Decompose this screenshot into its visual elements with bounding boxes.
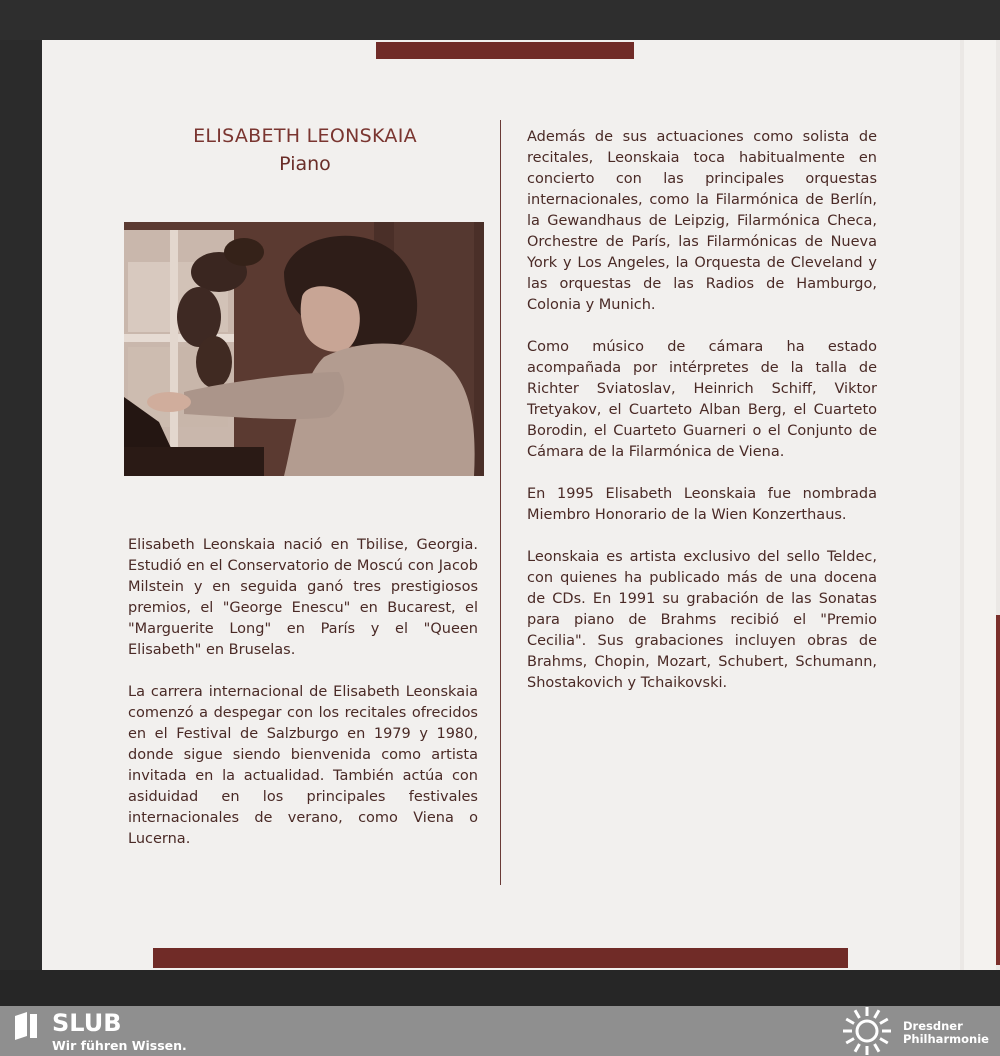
biography-paragraph: Además de sus actuaciones como solista de recitales, Leonskaia toca habitualmente en concierto con las principales orquestas internacionales, como la Filarmónica de Berlín, la Gewandhaus de Leipzig, Filarmónica Checa, Orchestre de París, las Filarmónicas de Nueva York y Los Angeles, la Orquesta de Cleveland y las orquestas de las Radios de Hamburgo, Colonia y Munich. (527, 129, 877, 313)
artist-name: ELISABETH LEONSKAIA (193, 125, 417, 147)
partner-name-line1: Dresdner (903, 1019, 963, 1033)
scan-border-bottom (0, 970, 1000, 1006)
top-accent-bar (376, 42, 634, 59)
book-icon[interactable] (13, 1012, 39, 1040)
bottom-accent-bar (153, 948, 848, 968)
sunburst-icon[interactable] (841, 1007, 893, 1055)
scan-border-top (0, 0, 1000, 40)
biography-paragraph: Como músico de cámara ha estado acompañada por intérpretes de la talla de Richter Sviatoslav, Heinrich Schiff, Viktor Tretyakov, el Cuarteto Alban Berg, el Cuarteto Borodin, el Cuarteto Guarneri o el Conjunto de Cámara de la Filarmónica de Viena. (527, 339, 877, 460)
page-edge (960, 40, 1000, 970)
artist-photo (124, 222, 484, 476)
artist-instrument: Piano (279, 153, 331, 175)
column-divider (500, 120, 501, 885)
artist-photo-illustration (124, 222, 484, 476)
biography-paragraph: En 1995 Elisabeth Leonskaia fue nombrada Miembro Honorario de la Wien Konzerthaus. (527, 486, 877, 523)
footer-bar (0, 1006, 1000, 1056)
biography-paragraph: Elisabeth Leonskaia nació en Tbilise, Georgia. Estudió en el Conservatorio de Moscú con Jacob Milstein y en seguida ganó tres prestigiosos premios, el "George Enescu" en Bucarest, el "Marguerite Long" en París y el "Queen Elisabeth" en Bruselas. (128, 537, 478, 658)
partner-name-line2: Philharmonie (903, 1032, 989, 1046)
artist-heading (130, 125, 480, 175)
slub-tagline: Wir führen Wissen. (52, 1038, 187, 1053)
biography-paragraph: La carrera internacional de Elisabeth Leonskaia comenzó a despegar con los recitales ofrecidos en el Festival de Salzburgo en 1979 y 1980, donde sigue siendo bienvenida como artista invitada en la actualidad. También actúa con asiduidad en los principales festivales internacionales de verano, como Viena o Lucerna. (128, 684, 478, 847)
edge-marker (996, 615, 1000, 965)
partner-logo-text[interactable] (903, 1020, 989, 1046)
biography-paragraph: Leonskaia es artista exclusivo del sello Teldec, con quienes ha publicado más de una docena de CDs. En 1991 su grabación de las Sonatas para piano de Brahms recibió el "Premio Cecilia". Sus grabaciones incluyen obras de Brahms, Chopin, Mozart, Schubert, Schumann, Shostakovich y Tchaikovski. (527, 549, 877, 691)
slub-logo-text[interactable]: SLUB (52, 1009, 122, 1037)
left-text-column (128, 535, 478, 871)
right-text-column (527, 127, 877, 715)
